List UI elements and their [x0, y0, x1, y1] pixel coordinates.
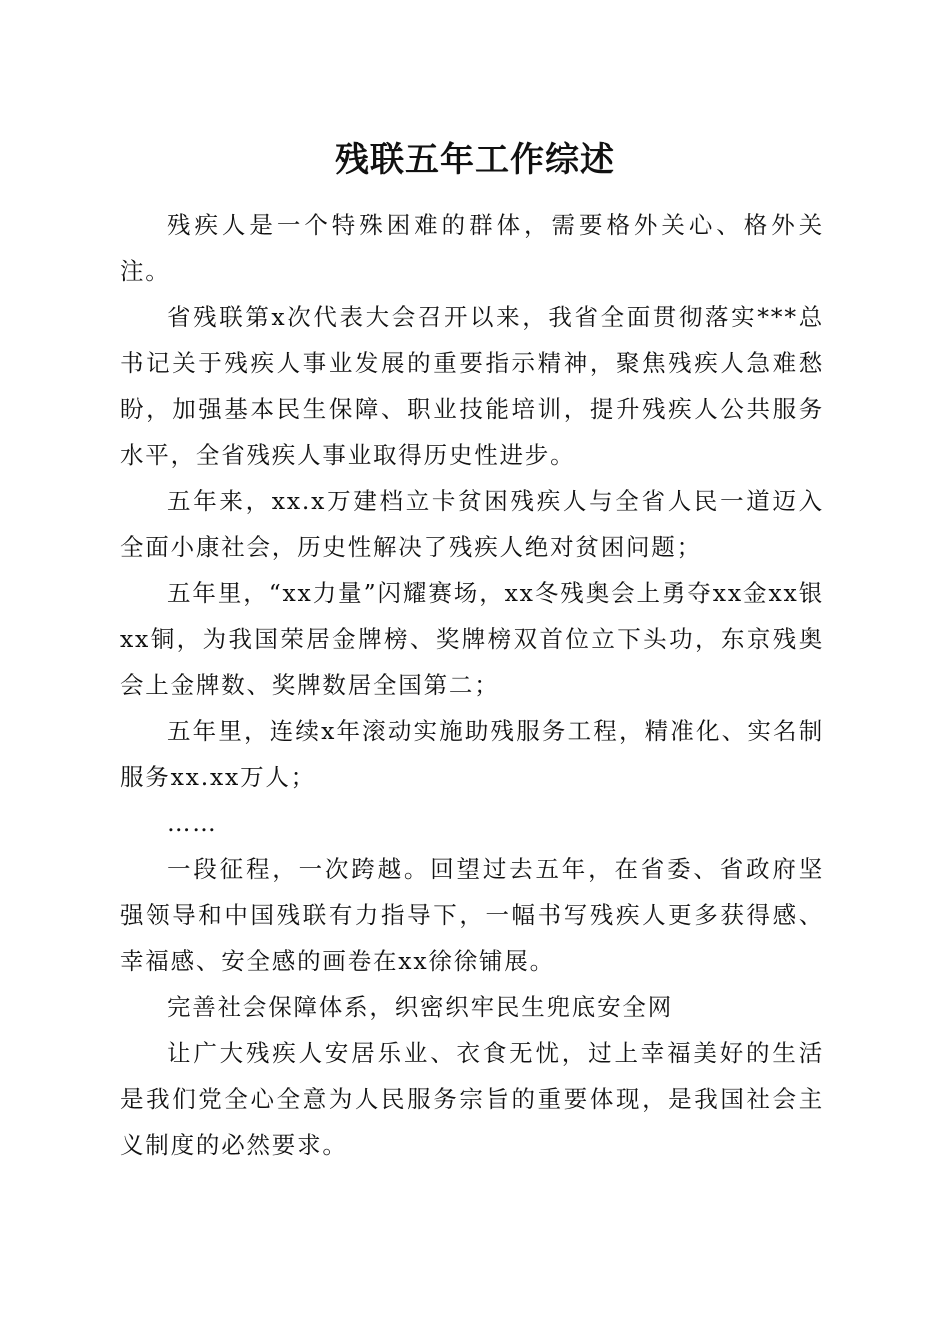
paragraph: 让广大残疾人安居乐业、衣食无忧，过上幸福美好的生活是我们党全心全意为人民服务宗旨的重要体现，是我国社会主义制度的必然要求。	[120, 1039, 824, 1159]
ellipsis-paragraph: ……	[167, 809, 218, 837]
paragraph: 五年里，“xx力量”闪耀赛场，xx冬残奥会上勇夺xx金xx银xx铜，为我国荣居金牌榜、奖牌榜双首位立下头功，东京残奥会上金牌数、奖牌数居全国第二；	[120, 579, 824, 699]
section-heading: 完善社会保障体系，织密织牢民生兜底安全网	[167, 993, 673, 1021]
paragraph: 省残联第x次代表大会召开以来，我省全面贯彻落实***总书记关于残疾人事业发展的重要指示精神，聚焦残疾人急难愁盼，加强基本民生保障、职业技能培训，提升残疾人公共服务水平，全省残疾人事业取得历史性进步。	[120, 303, 824, 469]
paragraph: 一段征程，一次跨越。回望过去五年，在省委、省政府坚强领导和中国残联有力指导下，一幅书写残疾人更多获得感、幸福感、安全感的画卷在xx徐徐铺展。	[120, 855, 824, 975]
paragraph: 五年里，连续x年滚动实施助残服务工程，精准化、实名制服务xx.xx万人；	[120, 717, 824, 791]
document-body	[120, 202, 824, 1168]
paragraph: 残疾人是一个特殊困难的群体，需要格外关心、格外关注。	[120, 211, 824, 285]
paragraph: 五年来，xx.x万建档立卡贫困残疾人与全省人民一道迈入全面小康社会，历史性解决了残疾人绝对贫困问题；	[120, 487, 824, 561]
document-title: 残联五年工作综述	[335, 140, 615, 180]
